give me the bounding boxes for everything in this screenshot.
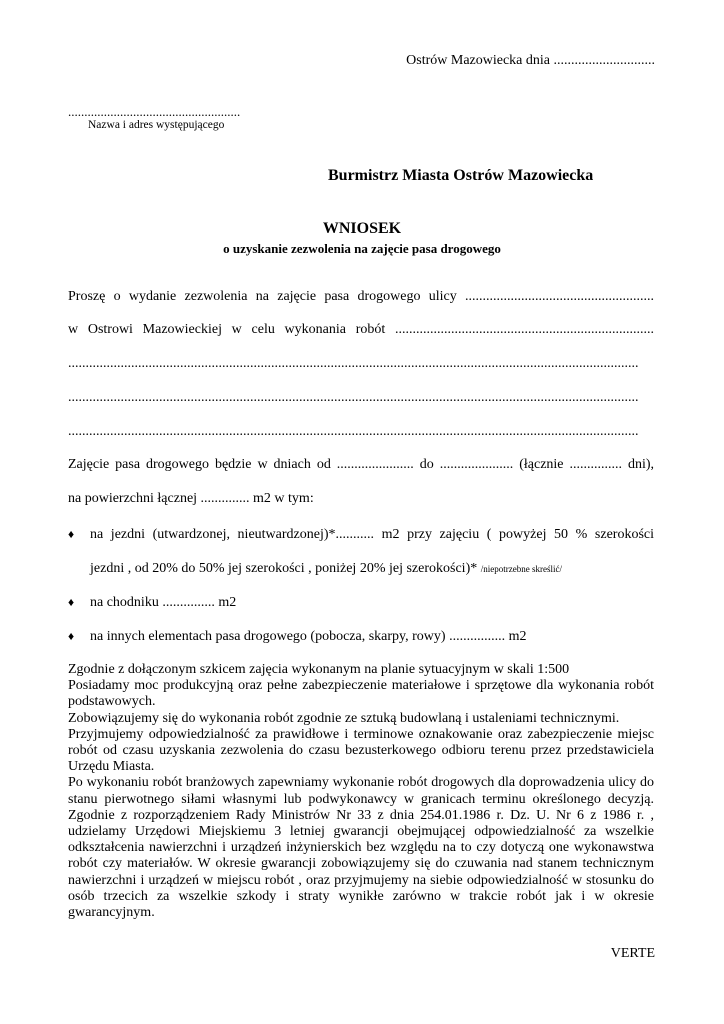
document-subtitle: o uzyskanie zezwolenia na zajęcie pasa drogowego [223,241,501,256]
recipient-heading: Burmistrz Miasta Ostrów Mazowiecka [328,167,594,184]
declaration-warranty: Po wykonaniu robót branżowych zapewniamy wykonanie robót drogowych dla doprowadzenia ulicy do stanu pierwotnego siłami własnymi lub podwykonawcy w granicach terminu określonego decyzją. Zgodnie z rozporządzeniem Rady Ministrów Nr 33 z dnia 254.01.1986 r. Dz. U. Nr 6 z 1986 r. , udzielamy Urzędowi Miejskiemu 3 letniej gwarancji obejmującej odpowiedzialność za wszelkie odkształcenia nawierzchni i urządzeń inżynierskich bez względu na to czy dotyczą one wykonawstwa robót czy materiałów. W okresie gwarancji zobowiązujemy się do czuwania nad stanem technicznym nawierzchni i urządzeń w miejscu robót , oraz przyjmujemy na siebie odpowiedzialność w stosunku do osób trzecich za wszelkie szkody i straty wynikłe zarówno w trakcie robót jak i w okresie gwarancyjnym. [68,775,654,921]
declaration-standards: Zobowiązujemy się do wykonania robót zgodnie ze sztuką budowlaną i ustaleniami technicznymi. [68,710,620,726]
other-elements-text: na innych elementach pasa drogowego (pobocza, skarpy, rowy) ................ m2 [90,629,527,644]
sender-label: Nazwa i adres występującego [88,119,225,131]
diamond-bullet-icon: ♦ [68,595,75,609]
declarations-block [68,662,654,921]
sidewalk-text: na chodniku ............... m2 [90,595,237,610]
verte-label: VERTE [610,946,655,961]
dots-line-2: ................................................................................................................................................................... [68,390,639,405]
document-title: WNIOSEK [322,220,402,237]
place-date-line: Ostrów Mazowiecka dnia ............................. [406,53,655,68]
work-purpose-line: w Ostrowi Mazowieckiej w celu wykonania robót .......................................................................... [68,322,654,337]
dots-line-1: ................................................................................................................................................................... [68,356,639,371]
sidewalk-bullet [68,595,236,611]
strike-out-note: /niepotrzebne skreślić/ [480,564,562,574]
declaration-capacity: Posiadamy moc produkcyjną oraz pełne zabezpieczenie materiałowe i sprzętowe dla wykonania robót podstawowych. [68,678,654,710]
street-request-line: Proszę o wydanie zezwolenia na zajęcie pasa drogowego ulicy ...................................................... [68,289,654,304]
declaration-sketch: Zgodnie z dołączonym szkicem zajęcia wykonanym na planie sytuacyjnym w skali 1:500 [68,662,570,677]
roadway-bullet-line1: na jezdni (utwardzonej, nieutwardzonej)*........... m2 przy zajęciu ( powyżej 50 % szerokości [90,527,654,542]
roadway-bullet-line2 [90,561,562,577]
other-elements-bullet [68,629,526,645]
diamond-bullet-icon: ♦ [68,629,75,643]
sender-dots: ..................................................... [68,104,241,119]
total-area-line: na powierzchni łącznej .............. m2 w tym: [68,491,314,506]
declaration-marking: Przyjmujemy odpowiedzialność za prawidłowe i terminowe oznakowanie oraz zabezpieczenie miejsc robót od czasu uzyskania zezwolenia do czasu bezusterkowego odbioru terenu przez przedstawiciela Urzędu Miasta. [68,726,654,775]
roadway-width-text: jezdni , od 20% do 50% jej szerokości , poniżej 20% jej szerokości)* [90,561,478,576]
roadway-bullet-symbol [68,527,90,543]
dots-line-3: ................................................................................................................................................................... [68,424,639,439]
diamond-bullet-icon: ♦ [68,527,75,541]
occupation-dates-line: Zajęcie pasa drogowego będzie w dniach od ...................... do ..................... (łącznie ............... dni), [68,457,654,472]
